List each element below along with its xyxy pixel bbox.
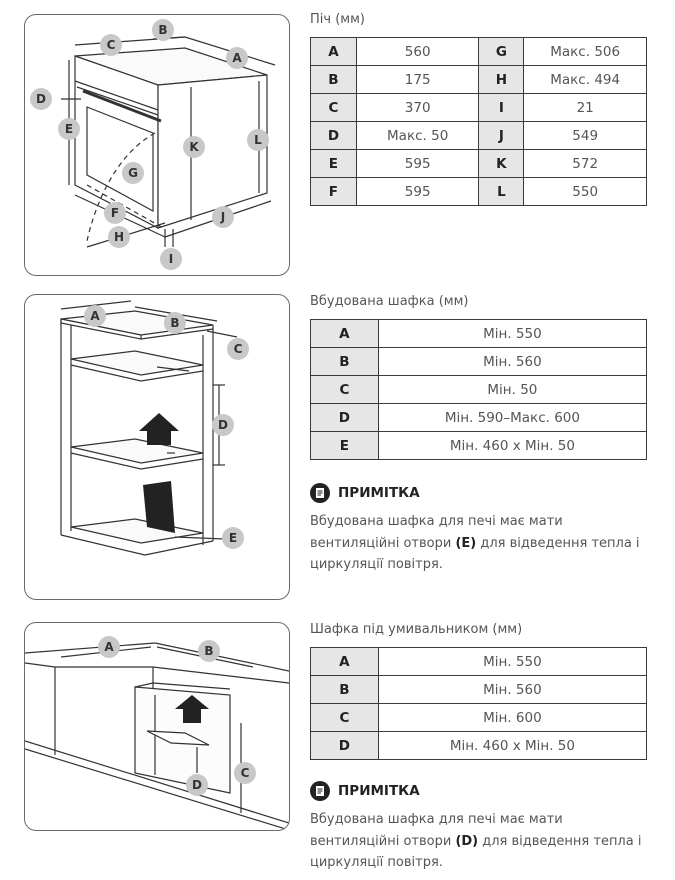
label-D: D [36,92,46,106]
sink-caption: Шафка під умивальником (мм) [310,622,523,637]
table-row [311,178,647,206]
table-row [311,38,647,66]
value-cell: Мін. 560 [378,348,646,376]
key-cell: E [311,432,379,460]
table-row [311,404,647,432]
table-row [311,376,647,404]
note-title: ПРИМІТКА [338,783,420,799]
cabinet-note-heading [310,483,420,503]
key-cell: L [479,178,524,206]
table-row [311,320,647,348]
table-row [311,348,647,376]
key-cell: A [311,38,357,66]
key-cell: C [311,376,379,404]
label-A: A [90,309,100,323]
note-text-bold: (D) [455,833,479,849]
label-D: D [192,778,202,792]
value-cell: Мін. 560 [378,676,646,704]
sink-cabinet-diagram [24,622,290,831]
label-H: H [113,230,125,244]
note-text-bold: (E) [455,535,477,551]
label-B: B [204,644,214,658]
label-F: F [110,206,120,220]
key-cell: D [311,404,379,432]
cabinet-dimensions-table [310,319,647,460]
label-G: G [128,166,138,180]
value-cell: Мін. 50 [378,376,646,404]
table-row [311,432,647,460]
label-I: I [168,252,174,266]
label-C: C [233,342,243,356]
key-cell: J [479,122,524,150]
value-cell: 549 [524,122,647,150]
table-row [311,732,647,760]
table-row [311,704,647,732]
oven-caption: Піч (мм) [310,12,365,27]
label-D: D [218,418,228,432]
key-cell: A [311,320,379,348]
sink-note-heading [310,781,420,801]
label-E: E [228,531,238,545]
table-row [311,150,647,178]
key-cell: C [311,704,379,732]
key-cell: K [479,150,524,178]
key-cell: B [311,676,379,704]
key-cell: B [311,348,379,376]
table-row [311,676,647,704]
key-cell: B [311,66,357,94]
value-cell: 595 [356,150,479,178]
value-cell: 175 [356,66,479,94]
value-cell: Макс. 50 [356,122,479,150]
value-cell: 370 [356,94,479,122]
note-title: ПРИМІТКА [338,485,420,501]
value-cell: Мін. 550 [378,648,646,676]
key-cell: E [311,150,357,178]
key-cell: D [311,122,357,150]
label-L: L [254,133,262,147]
value-cell: 572 [524,150,647,178]
label-A: A [104,640,114,654]
note-text-part: для відведення тепла і циркуляції повітря. [310,535,640,572]
note-text-part: Вбудована шафка для печі має мати вентиляційні отвори [310,514,563,551]
cabinet-diagram [24,294,290,600]
label-J: J [220,210,226,224]
value-cell: Макс. 494 [524,66,647,94]
value-cell: 595 [356,178,479,206]
label-C: C [106,38,116,52]
table-row [311,94,647,122]
label-B: B [170,316,180,330]
note-document-icon [310,781,330,801]
value-cell: Мін. 550 [378,320,646,348]
oven-diagram [24,14,290,276]
cabinet-note-text [310,511,650,576]
note-text-part: Вбудована шафка для печі має мати вентиляційні отвори [310,812,563,849]
key-cell: A [311,648,379,676]
table-row [311,66,647,94]
oven-dimensions-table [310,37,647,206]
key-cell: I [479,94,524,122]
value-cell: 21 [524,94,647,122]
key-cell: C [311,94,357,122]
key-cell: F [311,178,357,206]
value-cell: Мін. 600 [378,704,646,732]
value-cell: 550 [524,178,647,206]
sink-dimensions-table [310,647,647,760]
label-K: K [189,140,199,154]
value-cell: Мін. 590–Макс. 600 [378,404,646,432]
note-text-part: для відведення тепла і циркуляції повітря. [310,833,642,870]
key-cell: H [479,66,524,94]
table-row [311,648,647,676]
table-row [311,122,647,150]
value-cell: Мін. 460 x Мін. 50 [378,432,646,460]
label-A: A [232,51,242,65]
label-B: B [158,23,168,37]
value-cell: 560 [356,38,479,66]
key-cell: D [311,732,379,760]
value-cell: Макс. 506 [524,38,647,66]
note-document-icon [310,483,330,503]
value-cell: Мін. 460 x Мін. 50 [378,732,646,760]
key-cell: G [479,38,524,66]
label-E: E [64,122,74,136]
label-C: C [240,766,250,780]
cabinet-caption: Вбудована шафка (мм) [310,294,469,309]
sink-note-text [310,809,650,874]
